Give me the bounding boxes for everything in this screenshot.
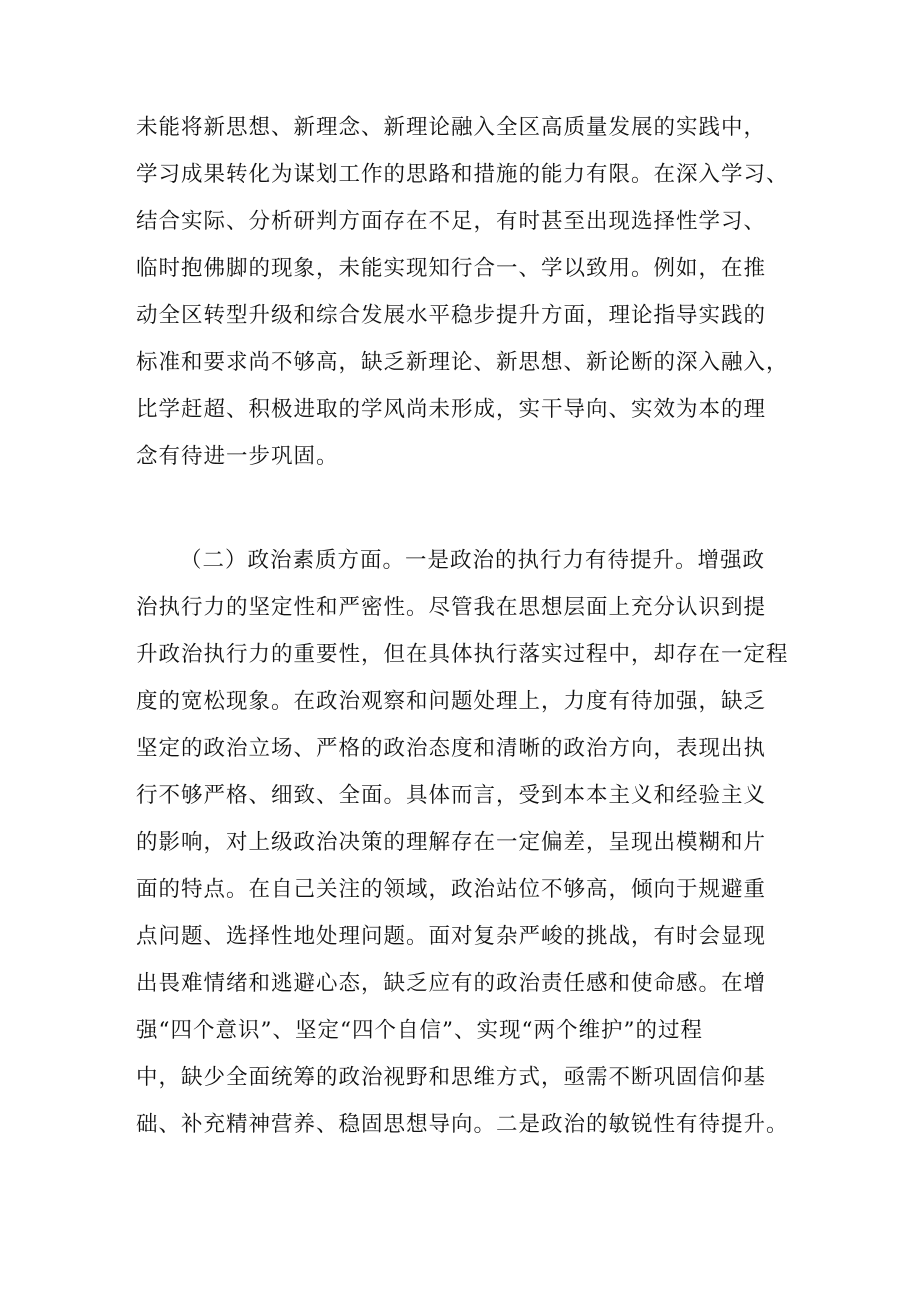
paragraph2-line-9: 点问题、选择性地处理问题。面对复杂严峻的挑战，有时会显现 bbox=[136, 924, 767, 949]
paragraph2-line-10: 出畏难情绪和逃避心态，缺乏应有的政治责任感和使命感。在增 bbox=[136, 971, 767, 996]
paragraph2-line-8: 面的特点。在自己关注的领域，政治站位不够高，倾向于规避重 bbox=[136, 877, 767, 902]
paragraph2-line-5: 坚定的政治立场、严格的政治态度和清晰的政治方向，表现出执 bbox=[136, 736, 767, 761]
paragraph1-line-1: 未能将新思想、新理念、新理论融入全区高质量发展的实践中， bbox=[136, 115, 767, 140]
paragraph2-line-12: 中，缺少全面统筹的政治视野和思维方式，亟需不断巩固信仰基 bbox=[136, 1065, 767, 1090]
paragraph2-line-4: 度的宽松现象。在政治观察和问题处理上，力度有待加强，缺乏 bbox=[136, 689, 767, 714]
paragraph2-line-13: 础、补充精神营养、稳固思想导向。二是政治的敏锐性有待提升。 bbox=[136, 1112, 789, 1137]
paragraph2-line-7: 的影响，对上级政治决策的理解存在一定偏差，呈现出模糊和片 bbox=[136, 830, 767, 855]
paragraph1-line-5: 动全区转型升级和综合发展水平稳步提升方面，理论指导实践的 bbox=[136, 303, 767, 328]
paragraph1-line-6: 标准和要求尚不够高，缺乏新理论、新思想、新论断的深入融入， bbox=[136, 350, 789, 375]
paragraph2-line-11: 强“四个意识”、坚定“四个自信”、实现“两个维护”的过程 bbox=[136, 1018, 703, 1043]
paragraph1-line-7: 比学赶超、积极进取的学风尚未形成，实干导向、实效为本的理 bbox=[136, 397, 767, 422]
paragraph2-line-6: 行不够严格、细致、全面。具体而言，受到本本主义和经验主义 bbox=[136, 783, 767, 808]
paragraph1-line-8: 念有待进一步巩固。 bbox=[136, 444, 339, 469]
paragraph2-line-2: 治执行力的坚定性和严密性。尽管我在思想层面上充分认识到提 bbox=[136, 595, 767, 620]
paragraph2-line-3: 升政治执行力的重要性，但在具体执行落实过程中，却存在一定程 bbox=[136, 642, 789, 667]
paragraph2-line-1: （二）政治素质方面。一是政治的执行力有待提升。增强政 bbox=[180, 548, 766, 573]
paragraph1-line-4: 临时抱佛脚的现象，未能实现知行合一、学以致用。例如，在推 bbox=[136, 256, 767, 281]
paragraph1-line-2: 学习成果转化为谋划工作的思路和措施的能力有限。在深入学习、 bbox=[136, 162, 789, 187]
paragraph1-line-3: 结合实际、分析研判方面存在不足，有时甚至出现选择性学习、 bbox=[136, 209, 767, 234]
